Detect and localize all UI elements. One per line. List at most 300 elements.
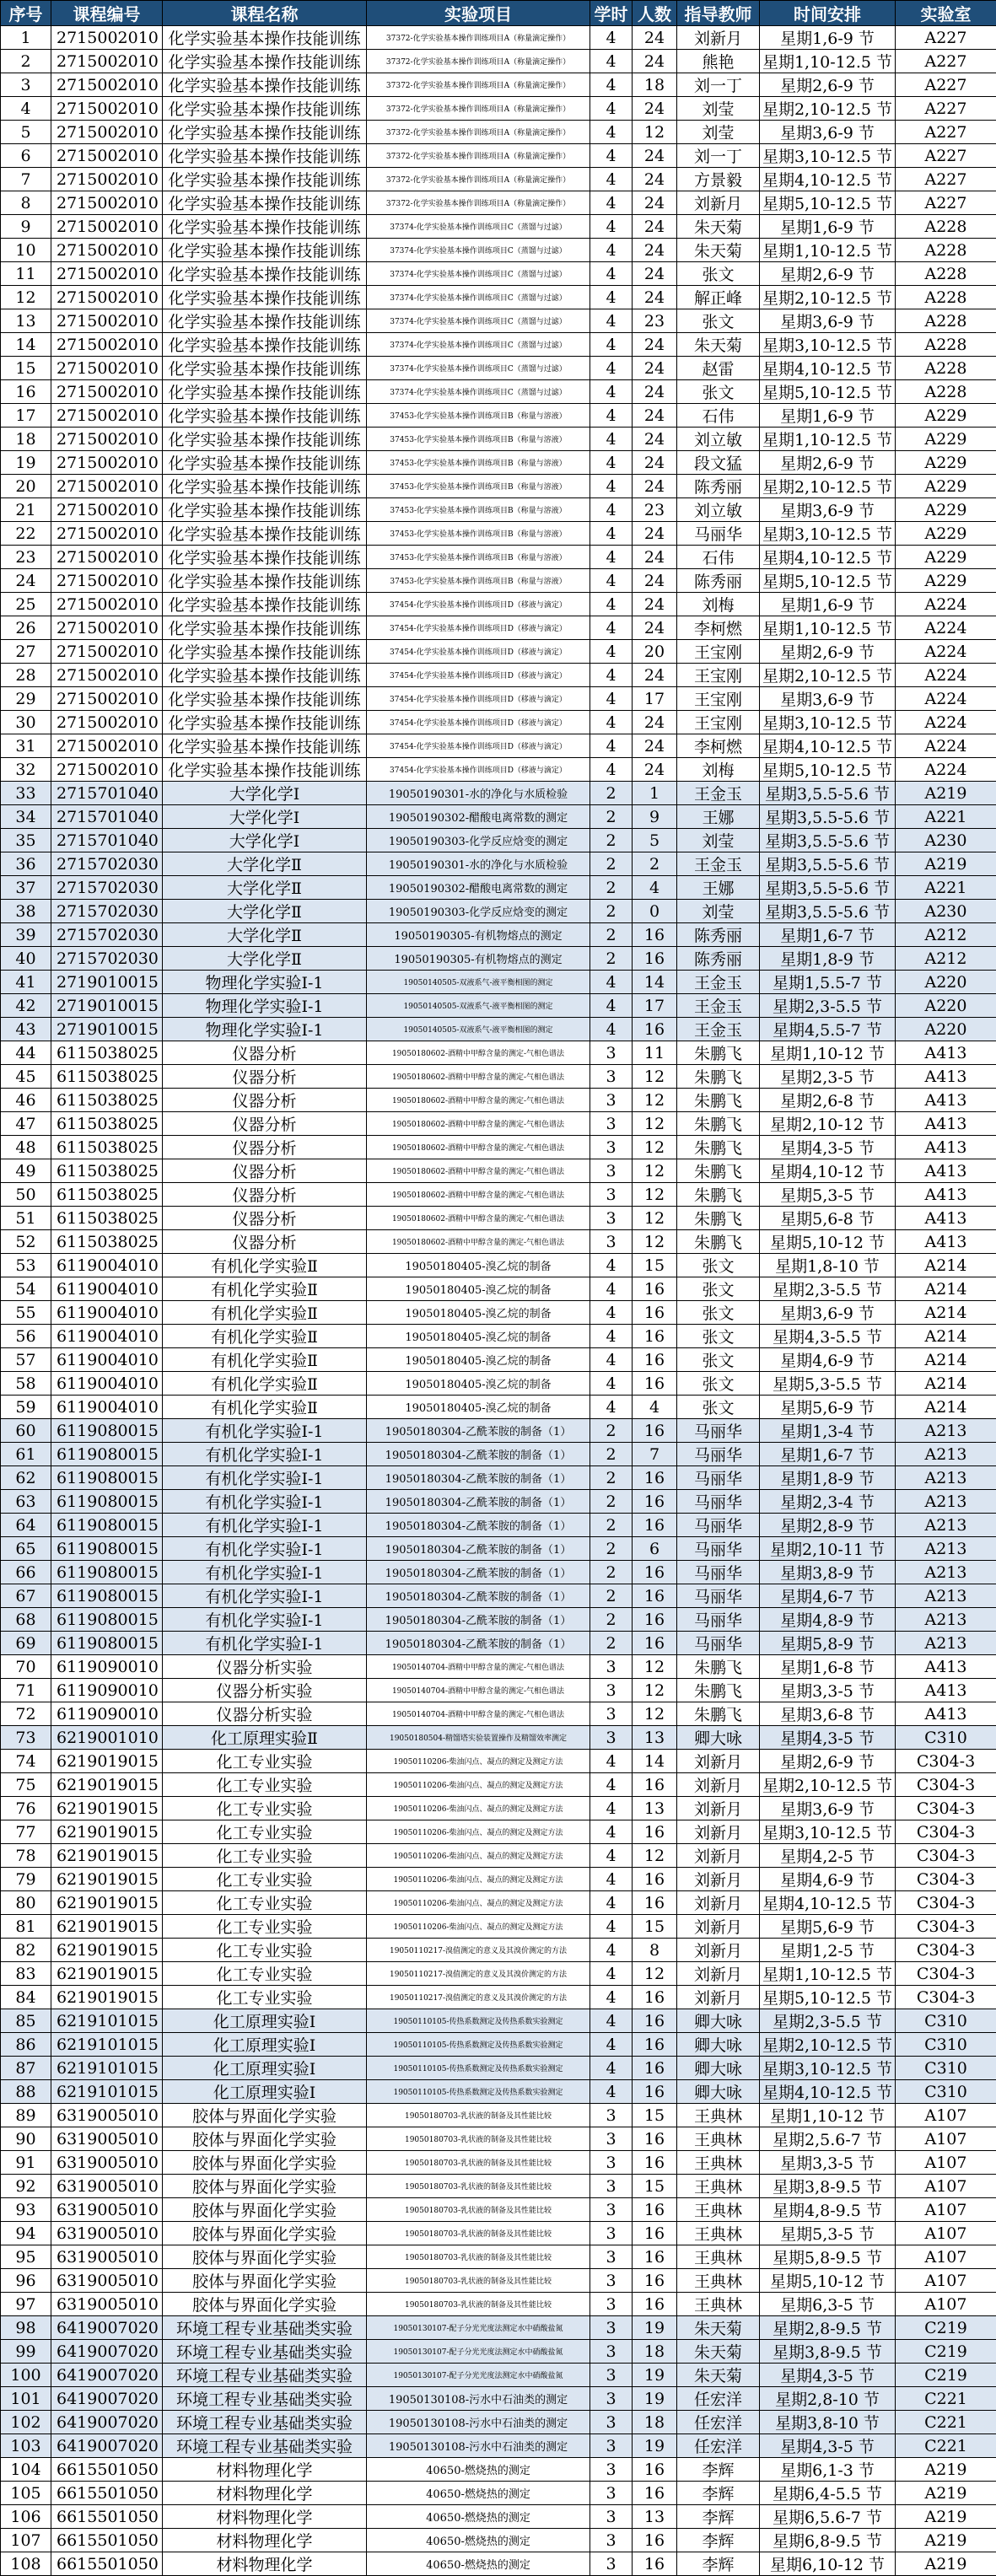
cell-lab: A228 bbox=[896, 286, 996, 309]
cell-no: 95 bbox=[1, 2245, 51, 2269]
cell-lab: A227 bbox=[896, 26, 996, 50]
cell-course-name: 化学实验基本操作技能训练 bbox=[163, 522, 367, 546]
cell-no: 28 bbox=[1, 664, 51, 687]
cell-teacher: 李辉 bbox=[677, 2482, 760, 2505]
cell-experiment: 19050110206-柴油闪点、凝点的测定及测定方法 bbox=[367, 1797, 590, 1820]
table-row bbox=[1, 829, 996, 852]
cell-hours: 3 bbox=[590, 2340, 633, 2364]
cell-time: 星期3,10-12.5 节 bbox=[760, 144, 896, 168]
cell-hours: 4 bbox=[590, 1986, 633, 2009]
cell-lab: A219 bbox=[896, 2529, 996, 2552]
cell-no: 104 bbox=[1, 2458, 51, 2482]
cell-students: 24 bbox=[633, 569, 677, 593]
table-row bbox=[1, 1915, 996, 1939]
cell-no: 69 bbox=[1, 1632, 51, 1655]
table-row bbox=[1, 1679, 996, 1702]
cell-time: 星期4,8-9 节 bbox=[760, 1608, 896, 1632]
cell-time: 星期3,10-12.5 节 bbox=[760, 522, 896, 546]
cell-teacher: 朱天菊 bbox=[677, 215, 760, 239]
cell-hours: 4 bbox=[590, 1820, 633, 1844]
cell-hours: 3 bbox=[590, 1112, 633, 1136]
cell-experiment: 19050180304-乙酰苯胺的制备（1） bbox=[367, 1514, 590, 1537]
cell-teacher: 王金玉 bbox=[677, 782, 760, 805]
cell-course-name: 化学实验基本操作技能训练 bbox=[163, 428, 367, 451]
cell-lab: A213 bbox=[896, 1584, 996, 1608]
cell-course-name: 化学实验基本操作技能训练 bbox=[163, 262, 367, 286]
cell-lab: A224 bbox=[896, 664, 996, 687]
cell-course-name: 环境工程专业基础类实验 bbox=[163, 2340, 367, 2364]
cell-experiment: 19050180703-乳状液的制备及其性能比较 bbox=[367, 2222, 590, 2245]
cell-course-code: 6119080015 bbox=[51, 1561, 163, 1584]
cell-no: 78 bbox=[1, 1844, 51, 1868]
cell-lab: A213 bbox=[896, 1561, 996, 1584]
cell-students: 24 bbox=[633, 522, 677, 546]
cell-time: 星期2,8-10 节 bbox=[760, 2387, 896, 2411]
cell-hours: 4 bbox=[590, 1915, 633, 1939]
cell-hours: 4 bbox=[590, 73, 633, 97]
cell-experiment: 19050180703-乳状液的制备及其性能比较 bbox=[367, 2198, 590, 2222]
cell-teacher: 赵雷 bbox=[677, 357, 760, 380]
cell-students: 24 bbox=[633, 711, 677, 734]
cell-experiment: 40650-燃烧热的测定 bbox=[367, 2529, 590, 2552]
cell-no: 8 bbox=[1, 191, 51, 215]
cell-course-name: 化工专业实验 bbox=[163, 1986, 367, 2009]
cell-experiment: 37453-化学实验基本操作训练项目B（称量与溶液） bbox=[367, 475, 590, 498]
cell-no: 42 bbox=[1, 994, 51, 1018]
cell-lab: A413 bbox=[896, 1159, 996, 1183]
cell-course-name: 化学实验基本操作技能训练 bbox=[163, 593, 367, 616]
table-row bbox=[1, 1797, 996, 1820]
cell-teacher: 刘莹 bbox=[677, 97, 760, 121]
cell-time: 星期4,10-12.5 节 bbox=[760, 168, 896, 191]
table-row bbox=[1, 947, 996, 971]
cell-time: 星期5,6-9 节 bbox=[760, 1396, 896, 1419]
cell-course-code: 6319005010 bbox=[51, 2293, 163, 2316]
cell-hours: 3 bbox=[590, 1679, 633, 1702]
cell-no: 76 bbox=[1, 1797, 51, 1820]
cell-hours: 2 bbox=[590, 923, 633, 947]
header-time: 时间安排 bbox=[760, 1, 896, 26]
cell-teacher: 朱天菊 bbox=[677, 2340, 760, 2364]
cell-time: 星期5,10-12.5 节 bbox=[760, 1986, 896, 2009]
cell-hours: 2 bbox=[590, 1537, 633, 1561]
cell-teacher: 解正峰 bbox=[677, 286, 760, 309]
cell-time: 星期6,4-5.5 节 bbox=[760, 2482, 896, 2505]
cell-course-code: 6219019015 bbox=[51, 1891, 163, 1915]
cell-course-code: 2715002010 bbox=[51, 734, 163, 758]
cell-students: 16 bbox=[633, 1372, 677, 1396]
cell-teacher: 朱鹏飞 bbox=[677, 1702, 760, 1726]
cell-experiment: 19050180703-乳状液的制备及其性能比较 bbox=[367, 2269, 590, 2293]
cell-no: 3 bbox=[1, 73, 51, 97]
cell-course-code: 2715002010 bbox=[51, 475, 163, 498]
cell-teacher: 朱天菊 bbox=[677, 2316, 760, 2340]
cell-teacher: 刘梅 bbox=[677, 593, 760, 616]
cell-hours: 4 bbox=[590, 215, 633, 239]
cell-hours: 3 bbox=[590, 2552, 633, 2576]
cell-teacher: 刘新月 bbox=[677, 1915, 760, 1939]
cell-no: 96 bbox=[1, 2269, 51, 2293]
cell-time: 星期5,6-8 节 bbox=[760, 1207, 896, 1230]
cell-course-name: 大学化学Ⅰ bbox=[163, 829, 367, 852]
cell-course-code: 6419007020 bbox=[51, 2364, 163, 2387]
cell-course-code: 2715701040 bbox=[51, 805, 163, 829]
cell-students: 24 bbox=[633, 451, 677, 475]
cell-no: 77 bbox=[1, 1820, 51, 1844]
cell-students: 24 bbox=[633, 333, 677, 357]
cell-experiment: 19050180703-乳状液的制备及其性能比较 bbox=[367, 2245, 590, 2269]
table-row bbox=[1, 711, 996, 734]
cell-lab: C221 bbox=[896, 2411, 996, 2434]
cell-teacher: 卿大咏 bbox=[677, 2080, 760, 2104]
cell-experiment: 19050190305-有机物熔点的测定 bbox=[367, 923, 590, 947]
cell-hours: 4 bbox=[590, 1301, 633, 1325]
cell-course-code: 2715702030 bbox=[51, 947, 163, 971]
cell-time: 星期3,5.5-5.6 节 bbox=[760, 782, 896, 805]
cell-lab: A413 bbox=[896, 1207, 996, 1230]
table-row bbox=[1, 1159, 996, 1183]
cell-teacher: 朱鹏飞 bbox=[677, 1112, 760, 1136]
cell-hours: 4 bbox=[590, 2033, 633, 2057]
cell-no: 90 bbox=[1, 2127, 51, 2151]
cell-time: 星期5,10-12.5 节 bbox=[760, 191, 896, 215]
cell-teacher: 刘新月 bbox=[677, 1986, 760, 2009]
cell-no: 34 bbox=[1, 805, 51, 829]
cell-course-name: 有机化学实验Ⅰ-1 bbox=[163, 1419, 367, 1443]
cell-lab: A214 bbox=[896, 1396, 996, 1419]
cell-time: 星期2,6-9 节 bbox=[760, 451, 896, 475]
cell-no: 98 bbox=[1, 2316, 51, 2340]
cell-hours: 3 bbox=[590, 2505, 633, 2529]
cell-no: 94 bbox=[1, 2222, 51, 2245]
cell-time: 星期2,3-4 节 bbox=[760, 1490, 896, 1514]
table-row bbox=[1, 2316, 996, 2340]
cell-course-name: 胶体与界面化学实验 bbox=[163, 2245, 367, 2269]
cell-course-name: 化工专业实验 bbox=[163, 1962, 367, 1986]
cell-course-code: 6115038025 bbox=[51, 1207, 163, 1230]
cell-no: 59 bbox=[1, 1396, 51, 1419]
cell-course-code: 6319005010 bbox=[51, 2127, 163, 2151]
cell-teacher: 李辉 bbox=[677, 2505, 760, 2529]
cell-course-name: 材料物理化学 bbox=[163, 2529, 367, 2552]
table-row bbox=[1, 239, 996, 262]
cell-teacher: 王典林 bbox=[677, 2127, 760, 2151]
cell-students: 17 bbox=[633, 687, 677, 711]
cell-course-name: 化学实验基本操作技能训练 bbox=[163, 50, 367, 73]
table-row bbox=[1, 380, 996, 404]
cell-students: 24 bbox=[633, 97, 677, 121]
cell-hours: 2 bbox=[590, 1632, 633, 1655]
cell-lab: C304-3 bbox=[896, 1820, 996, 1844]
cell-course-name: 仪器分析 bbox=[163, 1183, 367, 1207]
cell-time: 星期1,10-12.5 节 bbox=[760, 428, 896, 451]
cell-no: 84 bbox=[1, 1986, 51, 2009]
cell-course-name: 材料物理化学 bbox=[163, 2552, 367, 2576]
cell-students: 20 bbox=[633, 640, 677, 664]
cell-course-code: 2715702030 bbox=[51, 923, 163, 947]
cell-teacher: 刘新月 bbox=[677, 1844, 760, 1868]
cell-lab: A413 bbox=[896, 1065, 996, 1089]
cell-course-code: 2715002010 bbox=[51, 73, 163, 97]
cell-lab: A219 bbox=[896, 2458, 996, 2482]
cell-lab: A228 bbox=[896, 262, 996, 286]
cell-course-code: 6115038025 bbox=[51, 1112, 163, 1136]
cell-course-code: 6219019015 bbox=[51, 1820, 163, 1844]
cell-course-code: 6319005010 bbox=[51, 2222, 163, 2245]
cell-course-code: 6419007020 bbox=[51, 2434, 163, 2458]
table-row bbox=[1, 1325, 996, 1348]
cell-teacher: 马丽华 bbox=[677, 1608, 760, 1632]
cell-hours: 2 bbox=[590, 1584, 633, 1608]
cell-course-name: 化工专业实验 bbox=[163, 1820, 367, 1844]
cell-course-name: 仪器分析 bbox=[163, 1065, 367, 1089]
cell-students: 24 bbox=[633, 168, 677, 191]
cell-students: 16 bbox=[633, 2009, 677, 2033]
cell-course-code: 6219101015 bbox=[51, 2057, 163, 2080]
cell-course-code: 2715702030 bbox=[51, 900, 163, 923]
cell-teacher: 任宏洋 bbox=[677, 2434, 760, 2458]
cell-students: 24 bbox=[633, 286, 677, 309]
table-row bbox=[1, 2127, 996, 2151]
cell-time: 星期5,8-9 节 bbox=[760, 1632, 896, 1655]
cell-course-name: 胶体与界面化学实验 bbox=[163, 2293, 367, 2316]
cell-course-name: 化学实验基本操作技能训练 bbox=[163, 97, 367, 121]
cell-no: 25 bbox=[1, 593, 51, 616]
table-row bbox=[1, 1962, 996, 1986]
cell-hours: 4 bbox=[590, 428, 633, 451]
cell-course-name: 物理化学实验Ⅰ-1 bbox=[163, 1018, 367, 1041]
cell-no: 102 bbox=[1, 2411, 51, 2434]
cell-course-code: 6219019015 bbox=[51, 1915, 163, 1939]
cell-hours: 4 bbox=[590, 1372, 633, 1396]
cell-lab: C310 bbox=[896, 2057, 996, 2080]
table-row bbox=[1, 286, 996, 309]
cell-students: 16 bbox=[633, 1514, 677, 1537]
cell-no: 86 bbox=[1, 2033, 51, 2057]
cell-teacher: 段文猛 bbox=[677, 451, 760, 475]
cell-course-code: 6219019015 bbox=[51, 1868, 163, 1891]
cell-no: 81 bbox=[1, 1915, 51, 1939]
table-row bbox=[1, 1041, 996, 1065]
cell-students: 18 bbox=[633, 73, 677, 97]
cell-lab: A221 bbox=[896, 876, 996, 900]
cell-course-code: 2715002010 bbox=[51, 451, 163, 475]
cell-lab: C304-3 bbox=[896, 1915, 996, 1939]
cell-hours: 4 bbox=[590, 994, 633, 1018]
cell-hours: 2 bbox=[590, 782, 633, 805]
cell-experiment: 37453-化学实验基本操作训练项目B（称量与溶液） bbox=[367, 451, 590, 475]
table-row bbox=[1, 900, 996, 923]
cell-no: 5 bbox=[1, 121, 51, 144]
cell-students: 4 bbox=[633, 1396, 677, 1419]
cell-lab: A227 bbox=[896, 121, 996, 144]
cell-lab: A213 bbox=[896, 1537, 996, 1561]
cell-no: 72 bbox=[1, 1702, 51, 1726]
cell-course-name: 仪器分析 bbox=[163, 1112, 367, 1136]
table-row bbox=[1, 2482, 996, 2505]
cell-course-name: 仪器分析 bbox=[163, 1230, 367, 1254]
table-row bbox=[1, 1254, 996, 1277]
cell-course-name: 有机化学实验Ⅰ-1 bbox=[163, 1443, 367, 1466]
cell-teacher: 张文 bbox=[677, 1254, 760, 1277]
cell-course-code: 6615501050 bbox=[51, 2458, 163, 2482]
cell-students: 24 bbox=[633, 215, 677, 239]
cell-course-name: 仪器分析实验 bbox=[163, 1679, 367, 1702]
cell-time: 星期3,6-8 节 bbox=[760, 1702, 896, 1726]
cell-students: 24 bbox=[633, 239, 677, 262]
cell-students: 7 bbox=[633, 1443, 677, 1466]
cell-hours: 3 bbox=[590, 1726, 633, 1750]
table-row bbox=[1, 168, 996, 191]
cell-course-code: 2715002010 bbox=[51, 687, 163, 711]
cell-experiment: 37374-化学实验基本操作训练项目C（蒸馏与过滤） bbox=[367, 215, 590, 239]
cell-no: 61 bbox=[1, 1443, 51, 1466]
cell-course-code: 6615501050 bbox=[51, 2552, 163, 2576]
cell-hours: 4 bbox=[590, 1348, 633, 1372]
cell-time: 星期4,10-12.5 节 bbox=[760, 357, 896, 380]
table-row bbox=[1, 569, 996, 593]
cell-no: 6 bbox=[1, 144, 51, 168]
cell-course-name: 环境工程专业基础类实验 bbox=[163, 2387, 367, 2411]
cell-experiment: 19050180304-乙酰苯胺的制备（1） bbox=[367, 1443, 590, 1466]
cell-teacher: 王宝刚 bbox=[677, 664, 760, 687]
cell-students: 24 bbox=[633, 50, 677, 73]
table-row bbox=[1, 1112, 996, 1136]
cell-course-name: 化工专业实验 bbox=[163, 1868, 367, 1891]
cell-time: 星期2,6-8 节 bbox=[760, 1089, 896, 1112]
cell-lab: A229 bbox=[896, 475, 996, 498]
cell-lab: A219 bbox=[896, 2552, 996, 2576]
table-row bbox=[1, 309, 996, 333]
cell-course-code: 6119004010 bbox=[51, 1254, 163, 1277]
cell-time: 星期2,8-9 节 bbox=[760, 1514, 896, 1537]
table-row bbox=[1, 262, 996, 286]
table-row bbox=[1, 1490, 996, 1514]
cell-lab: C304-3 bbox=[896, 1750, 996, 1773]
cell-course-code: 2715002010 bbox=[51, 26, 163, 50]
cell-students: 12 bbox=[633, 1136, 677, 1159]
cell-experiment: 19050190301-水的净化与水质检验 bbox=[367, 852, 590, 876]
cell-course-name: 化学实验基本操作技能训练 bbox=[163, 309, 367, 333]
cell-no: 64 bbox=[1, 1514, 51, 1537]
cell-teacher: 张文 bbox=[677, 309, 760, 333]
cell-time: 星期1,10-12.5 节 bbox=[760, 50, 896, 73]
cell-hours: 3 bbox=[590, 1207, 633, 1230]
cell-hours: 4 bbox=[590, 711, 633, 734]
cell-students: 16 bbox=[633, 2458, 677, 2482]
cell-no: 32 bbox=[1, 758, 51, 782]
cell-no: 71 bbox=[1, 1679, 51, 1702]
cell-time: 星期2,6-9 节 bbox=[760, 1750, 896, 1773]
cell-no: 87 bbox=[1, 2057, 51, 2080]
table-row bbox=[1, 1396, 996, 1419]
cell-experiment: 19050110206-柴油闪点、凝点的测定及测定方法 bbox=[367, 1820, 590, 1844]
cell-no: 53 bbox=[1, 1254, 51, 1277]
table-row bbox=[1, 664, 996, 687]
table-row bbox=[1, 2175, 996, 2198]
cell-time: 星期3,10-12.5 节 bbox=[760, 711, 896, 734]
cell-course-code: 6219101015 bbox=[51, 2080, 163, 2104]
cell-lab: A229 bbox=[896, 451, 996, 475]
cell-students: 24 bbox=[633, 593, 677, 616]
cell-teacher: 刘新月 bbox=[677, 1939, 760, 1962]
cell-students: 16 bbox=[633, 1325, 677, 1348]
cell-time: 星期5,10-12 节 bbox=[760, 1230, 896, 1254]
cell-lab: C219 bbox=[896, 2364, 996, 2387]
cell-students: 14 bbox=[633, 971, 677, 994]
table-row bbox=[1, 734, 996, 758]
table-row bbox=[1, 357, 996, 380]
cell-time: 星期4,3-5 节 bbox=[760, 1726, 896, 1750]
cell-experiment: 37453-化学实验基本操作训练项目B（称量与溶液） bbox=[367, 404, 590, 428]
cell-course-code: 6119080015 bbox=[51, 1490, 163, 1514]
cell-course-code: 2715702030 bbox=[51, 852, 163, 876]
cell-time: 星期3,6-9 节 bbox=[760, 687, 896, 711]
cell-lab: A213 bbox=[896, 1419, 996, 1443]
cell-experiment: 19050180304-乙酰苯胺的制备（1） bbox=[367, 1632, 590, 1655]
cell-experiment: 37372-化学实验基本操作训练项目A（称量滴定操作） bbox=[367, 26, 590, 50]
cell-time: 星期3,8-9.5 节 bbox=[760, 2340, 896, 2364]
cell-time: 星期2,10-12 节 bbox=[760, 1112, 896, 1136]
cell-students: 16 bbox=[633, 2151, 677, 2175]
cell-no: 2 bbox=[1, 50, 51, 73]
cell-hours: 4 bbox=[590, 1396, 633, 1419]
cell-students: 24 bbox=[633, 404, 677, 428]
cell-no: 58 bbox=[1, 1372, 51, 1396]
cell-course-code: 6419007020 bbox=[51, 2340, 163, 2364]
cell-hours: 3 bbox=[590, 2245, 633, 2269]
cell-course-code: 2715002010 bbox=[51, 664, 163, 687]
cell-no: 56 bbox=[1, 1325, 51, 1348]
table-row bbox=[1, 1655, 996, 1679]
cell-students: 24 bbox=[633, 144, 677, 168]
cell-no: 18 bbox=[1, 428, 51, 451]
cell-time: 星期4,10-12 节 bbox=[760, 1159, 896, 1183]
cell-teacher: 王娜 bbox=[677, 876, 760, 900]
cell-lab: A228 bbox=[896, 309, 996, 333]
cell-lab: A107 bbox=[896, 2269, 996, 2293]
header-course-name: 课程名称 bbox=[163, 1, 367, 26]
cell-teacher: 刘新月 bbox=[677, 1820, 760, 1844]
cell-course-name: 化学实验基本操作技能训练 bbox=[163, 26, 367, 50]
cell-experiment: 19050180602-酒精中甲醇含量的测定-气相色谱法 bbox=[367, 1183, 590, 1207]
table-row bbox=[1, 1183, 996, 1207]
cell-teacher: 朱鹏飞 bbox=[677, 1159, 760, 1183]
cell-lab: A228 bbox=[896, 215, 996, 239]
cell-no: 91 bbox=[1, 2151, 51, 2175]
table-row bbox=[1, 1820, 996, 1844]
cell-course-name: 仪器分析实验 bbox=[163, 1702, 367, 1726]
cell-hours: 2 bbox=[590, 829, 633, 852]
header-teacher: 指导教师 bbox=[677, 1, 760, 26]
cell-course-name: 化学实验基本操作技能训练 bbox=[163, 357, 367, 380]
cell-teacher: 刘新月 bbox=[677, 1797, 760, 1820]
cell-no: 15 bbox=[1, 357, 51, 380]
cell-no: 50 bbox=[1, 1183, 51, 1207]
cell-students: 15 bbox=[633, 2104, 677, 2127]
cell-no: 17 bbox=[1, 404, 51, 428]
cell-no: 75 bbox=[1, 1773, 51, 1797]
cell-students: 14 bbox=[633, 1750, 677, 1773]
cell-no: 20 bbox=[1, 475, 51, 498]
cell-no: 43 bbox=[1, 1018, 51, 1041]
table-row bbox=[1, 876, 996, 900]
cell-no: 39 bbox=[1, 923, 51, 947]
table-row bbox=[1, 1089, 996, 1112]
table-row bbox=[1, 1136, 996, 1159]
cell-no: 36 bbox=[1, 852, 51, 876]
cell-hours: 3 bbox=[590, 2175, 633, 2198]
